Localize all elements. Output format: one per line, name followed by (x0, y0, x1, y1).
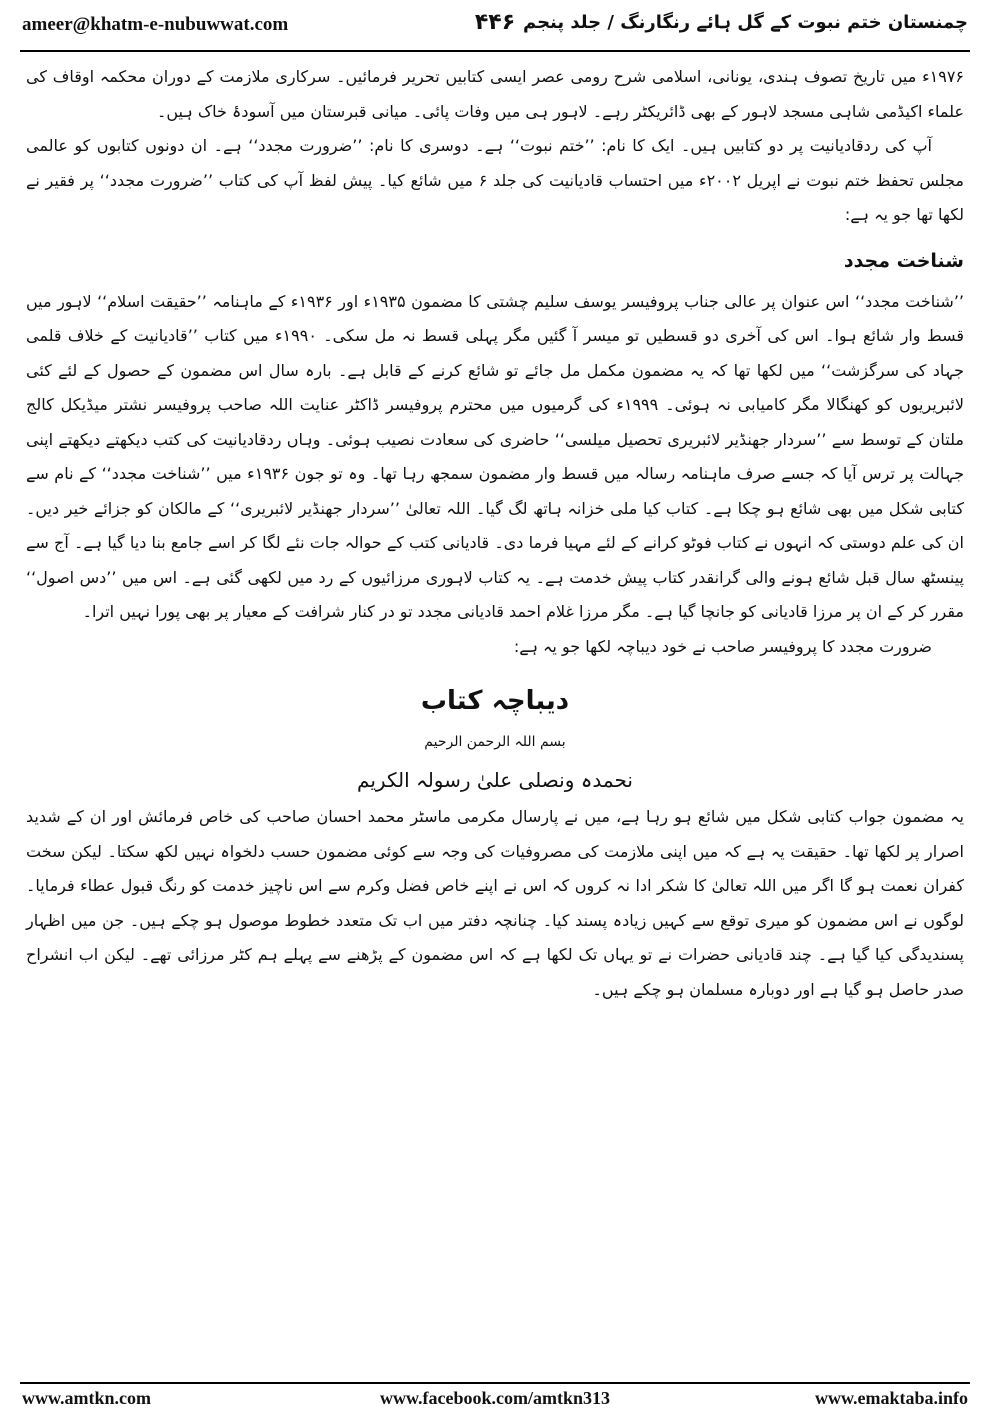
header-email[interactable]: ameer@khatm-e-nubuwwat.com (22, 14, 289, 35)
paragraph-books: آپ کی ردقادیانیت پر دو کتابیں ہیں۔ ایک کا نام: ’’ختم نبوت‘‘ ہے۔ دوسری کا نام: ’’ضرورت مجدد‘‘ ہے۔ ان دونوں کتابوں کو عالمی مجلس تحفظ ختم نبوت نے اپریل ۲۰۰۲ء میں احتساب قادیانیت کی جلد ۶ میں شائع کیا۔ پیش لفظ آپ کی کتاب ’’ضرورت مجدد‘‘ پر فقیر نے لکھا تھا جو یہ ہے: (26, 136, 964, 224)
footer-link-facebook[interactable]: www.facebook.com/amtkn313 (380, 1388, 610, 1408)
paragraph-biography: ۱۹۷۶ء میں تاریخ تصوف ہندی، یونانی، اسلامی شرح رومی عصر ایسی کتابیں تحریر فرمائیں۔ سرکاری ملازمت کے دوران محکمہ اوقاف کی علماء اکیڈمی شاہی مسجد لاہور کے بھی ڈائریکٹر رہے۔ لاہور ہی میں وفات پائی۔ میانی قبرستان میں آسودۂ خاک ہیں۔ (26, 67, 964, 121)
header-divider (20, 50, 970, 52)
paragraph-preface-intro: ضرورت مجدد کا پروفیسر صاحب نے خود دیباچہ لکھا جو یہ ہے: (513, 636, 932, 656)
paragraph-preface: یہ مضمون جواب کتابی شکل میں شائع ہو رہا ہے، میں نے پارسال مکرمی ماسٹر محمد احسان صاحب کی خاص فرمائش اور ان کے شدید اصرار پر لکھا تھا۔ حقیقت یہ ہے کہ میں اپنی ملازمت کی مصروفیات کی وجہ سے کوئی مضمون حسب دلخواہ نہیں لکھ سکتا۔ لیکن سخت کفران نعمت ہو گا اگر میں اللہ تعالیٰ کا شکر ادا نہ کروں کہ اس نے اپنے خاص فضل وکرم سے اس ناچیز خدمت کو رنگ قبول عطاء فرمایا۔ لوگوں نے اس مضمون کو میری توقع سے کہیں زیادہ پسند کیا۔ چنانچہ دفتر میں اب تک متعدد خطوط موصول ہو چکے ہیں۔ جن میں اظہار پسندیدگی کیا گیا ہے۔ چند قادیانی حضرات نے تو یہاں تک لکھا ہے کہ اس مضمون کے پڑھنے سے پہلے ہم کٹر مرزائی تھے۔ لیکن اب انشراح صدر حاصل ہو گیا ہے اور دوبارہ مسلمان ہو چکے ہیں۔ (26, 807, 965, 999)
page-footer (22, 1388, 968, 1414)
page-body (26, 60, 964, 1376)
section-heading-shanakht: شناخت مجدد (843, 249, 964, 272)
running-title: چمنستان ختم نبوت کے گل ہائے رنگارنگ / جلد پنجم (522, 12, 968, 33)
paragraph-shanakht: ’’شناخت مجدد‘‘ اس عنوان پر عالی جناب پروفیسر یوسف سلیم چشتی کا مضمون ۱۹۳۵ء اور ۱۹۳۶ء کے ماہنامہ ’’حقیقت اسلام‘‘ لاہور میں قسط وار شائع ہوا۔ اس کی آخری دو قسطیں تو میسر آ گئیں مگر پہلی قسط نہ مل سکی۔ ۱۹۹۰ء میں کتاب ’’قادیانیت کے خلاف قلمی جہاد کی سرگزشت‘‘ میں لکھا تھا کہ یہ مضمون مکمل مل جائے تو شائع کرنے کے قابل ہے۔ بارہ سال اس مضمون کے حصول کے لئے کئی لائبریریوں کو کھنگالا مگر کامیابی نہ ہوئی۔ ۱۹۹۹ء کی گرمیوں میں محترم پروفیسر ڈاکٹر عنایت اللہ صاحب پروفیسر نشتر میڈیکل کالج ملتان کے توسط سے ’’سردار جھنڈیر لائبریری تحصیل میلسی‘‘ حاضری کی سعادت نصیب ہوئی۔ وہاں ردقادیانیت کی کتب دیکھتے دیکھتے اپنی جہالت پر ترس آیا کہ جسے صرف ماہنامہ رسالہ میں قسط وار مضمون سمجھ رہا تھا۔ وہ تو جون ۱۹۳۶ء میں ’’شناخت مجدد‘‘ کے نام سے کتابی شکل میں بھی شائع ہو چکا ہے۔ کتاب کیا ملی خزانہ ہاتھ لگ گیا۔ اللہ تعالیٰ ’’سردار جھنڈیر لائبریری‘‘ کے مالکان کو جزائے خیر دیں۔ ان کی علم دوستی کہ انہوں نے کتاب فوٹو کرانے کے لئے مہیا فرما دی۔ قادیانی کتب کے حوالہ جات نئے لگا کر اسے جامع بنا دیا گیا ہے۔ آج سے پینسٹھ سال قبل شائع ہونے والی گرانقدر کتاب پیش خدمت ہے۔ یہ کتاب لاہوری مرزائیوں کے رد میں لکھی گئی ہے۔ اس میں ’’دس اصول‘‘ مقرر کر کے ان پر مرزا قادیانی کو جانچا گیا ہے۔ مگر مرزا غلام احمد قادیانی مجدد تو در کنار شرافت کے معیار پر بھی پورا نہیں اترا۔ (26, 291, 965, 621)
footer-link-emaktaba[interactable]: www.emaktaba.info (814, 1388, 968, 1408)
footer-link-amtkn[interactable]: www.amtkn.com (22, 1388, 151, 1408)
preface-title: دیباچہ کتاب (420, 686, 570, 716)
bismillah: بسم اللہ الرحمن الرحیم (424, 734, 566, 750)
page-number: ۴۴۶ (474, 10, 516, 35)
page-header (22, 8, 968, 44)
footer-divider (20, 1382, 970, 1384)
hamd-line: نحمدہ ونصلی علیٰ رسولہ الکریم (357, 768, 633, 792)
